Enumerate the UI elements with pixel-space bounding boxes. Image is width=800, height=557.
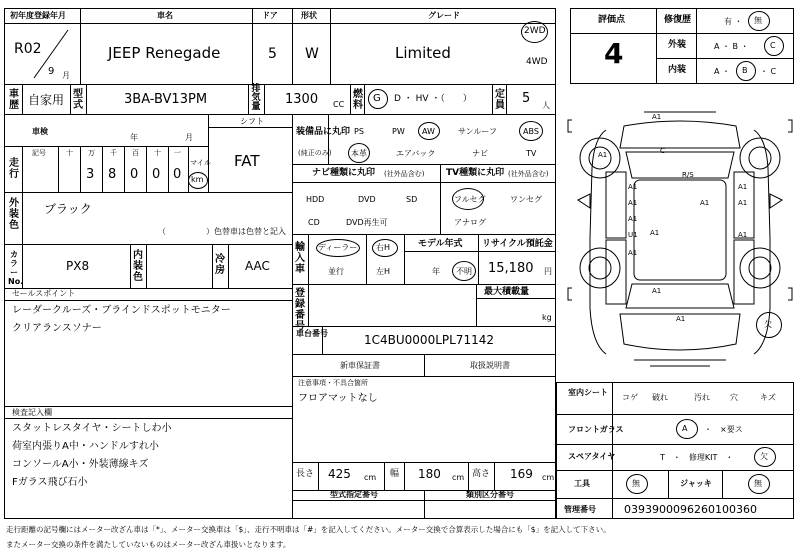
mileage-digit: 0: [173, 167, 182, 182]
recycle: 15,180: [488, 261, 534, 276]
divider: [292, 8, 293, 84]
tv-sub: (社外品含む): [508, 170, 549, 178]
place-label: 万: [88, 149, 95, 157]
equip-sunroof: サンルーフ: [458, 127, 497, 136]
divider: [308, 234, 309, 284]
displacement: 1300: [285, 92, 319, 107]
car-diagram: [564, 108, 796, 378]
footer-note: またメーター交換の条件を満たしていないものはメーター改ざん車扱いとなります。: [6, 540, 291, 549]
shape-label: 形状: [301, 11, 317, 20]
nav-sd: SD: [406, 195, 418, 204]
divider: [556, 470, 794, 471]
diagram-yaku: 欠: [764, 320, 772, 329]
divider: [350, 84, 351, 114]
glass-selected: A: [682, 424, 688, 433]
sales-label: セールスポイント: [12, 289, 76, 298]
damage-mark: C: [660, 147, 665, 155]
place-label: 十: [154, 149, 161, 157]
divider: [212, 244, 213, 288]
seat-option: コゲ: [622, 393, 638, 402]
divider: [4, 23, 556, 24]
exterior-selected: C: [770, 41, 776, 50]
record-label: 記号: [32, 149, 46, 157]
divider: [208, 114, 209, 192]
damage-mark: A1: [650, 229, 660, 237]
divider: [696, 8, 697, 84]
recycle-label: リサイクル預託金: [482, 239, 553, 249]
spare-options: T ・ 修理KIT ・: [660, 453, 734, 462]
manage-label: 管理番号: [564, 505, 596, 514]
equip-tv: TV: [526, 149, 537, 158]
type-label: 型式指定番号: [330, 490, 378, 499]
sales-line: レーダークルーズ・ブラインドスポットモニター: [12, 305, 231, 316]
drive-4wd: 4WD: [526, 57, 548, 67]
divider: [228, 244, 229, 288]
equip-pw: PW: [392, 127, 405, 136]
divider: [556, 414, 794, 415]
divider: [4, 244, 292, 245]
fuel-options: D ・ HV ・（ ）: [394, 94, 472, 104]
divider: [80, 8, 81, 84]
divider: [492, 84, 493, 114]
glass-label: フロントガラス: [568, 425, 624, 434]
divider: [292, 114, 293, 490]
inspection-month: 月: [185, 133, 193, 142]
tv-label: TV種類に丸印: [446, 168, 505, 178]
fuel-label: 燃料: [353, 89, 363, 111]
mileage-digit: 0: [130, 167, 139, 182]
inspector-line: 荷室内張りA中・ハンドルすれ小: [12, 441, 159, 452]
divider: [424, 490, 425, 519]
equip-navi: ナビ: [472, 149, 488, 158]
divider: [4, 406, 292, 407]
capacity: 5: [522, 91, 531, 106]
model-year-label: モデル年式: [418, 239, 463, 249]
color-no: PX8: [66, 259, 90, 273]
cm-unit: cm: [364, 473, 377, 482]
jack: 無: [754, 479, 762, 488]
divider: [366, 234, 367, 284]
reg-era: R02: [14, 41, 42, 57]
seat-option: キズ: [760, 393, 776, 402]
divider: [292, 462, 556, 463]
damage-mark: A1: [738, 199, 748, 207]
recycle-yen: 円: [544, 267, 552, 276]
divider: [292, 500, 556, 501]
divider: [656, 8, 657, 84]
divider: [468, 462, 469, 490]
divider: [292, 182, 556, 183]
divider: [478, 234, 479, 284]
footer-note: 走行距離の記号欄にはメーター改ざん車は「*」、メーター交換車は「$」、走行不明車は「#」を記入してください。メーター交換で合算表示した場合にも「$」を記入して下さい。: [6, 525, 611, 534]
tools-label: 工具: [574, 479, 590, 488]
interior-options: A ・: [714, 67, 731, 76]
tools: 無: [632, 479, 640, 488]
inspector-line: スタットレスタイヤ・シートしわ小: [12, 423, 172, 434]
divider: [264, 84, 265, 114]
place-label: 百: [132, 149, 139, 157]
model-year-unit: 年: [432, 267, 440, 276]
shape: W: [305, 46, 319, 62]
tv-fullseg: フルセグ: [454, 195, 486, 204]
equipment-label: 装備品に丸印: [296, 127, 351, 137]
repair-label: 修復歴: [664, 15, 692, 25]
mileage-label: 走行: [9, 158, 19, 180]
mileage-digits-row: [58, 146, 211, 192]
exterior-options: A ・ B ・: [714, 42, 749, 51]
usage: 自家用: [28, 93, 65, 107]
divider: [440, 164, 441, 234]
color-no-label: カラーNo.: [8, 250, 24, 286]
divider: [308, 284, 309, 326]
damage-mark: U1: [628, 231, 638, 239]
import-unknown: 不明: [456, 267, 472, 276]
cm-unit: cm: [452, 473, 465, 482]
spare-label: スペアタイヤ: [568, 452, 616, 461]
spare-selected: 欠: [760, 452, 768, 461]
notes: フロアマットなし: [298, 393, 378, 404]
equip-aw: AW: [422, 127, 435, 136]
divider: [292, 326, 556, 327]
model-label: 型式: [73, 89, 83, 111]
ac: AAC: [245, 259, 270, 273]
interior-options-c: ・ C: [760, 67, 777, 76]
notes-label: 注意事項・不具合箇所: [298, 379, 368, 387]
inspection-label: 車検: [32, 127, 48, 136]
exterior-label: 外装: [668, 40, 687, 50]
inspector-label: 検査記入欄: [12, 408, 52, 417]
new-cert: 新車保証書: [340, 361, 380, 370]
damage-mark: A1: [598, 151, 608, 159]
seat-label: 室内シート: [568, 388, 608, 397]
height-label: 高さ: [472, 469, 491, 479]
tv-analog: アナログ: [454, 218, 486, 227]
damage-mark: A1: [628, 199, 638, 207]
color: ブラック: [44, 202, 92, 216]
damage-mark: A1: [628, 215, 638, 223]
import-parallel: 並行: [328, 267, 344, 276]
divider: [292, 376, 556, 377]
grade-label: グレード: [428, 11, 460, 20]
divider: [22, 84, 23, 114]
score: 4: [604, 37, 624, 70]
divider: [130, 244, 131, 288]
reg-month: 9: [48, 66, 55, 77]
divider: [404, 462, 405, 490]
equip-airbag: エアバック: [396, 149, 436, 158]
grade: Limited: [395, 44, 451, 62]
mileage-unit: km: [191, 175, 204, 184]
registration-label: 登録番号: [295, 288, 305, 332]
ac-label: 冷房: [215, 254, 225, 276]
nav-cd: CD: [308, 218, 320, 227]
chassis-label: 車台番号: [296, 329, 328, 338]
divider: [570, 33, 794, 34]
doors: 5: [268, 46, 277, 62]
model: 3BA-BV13PM: [124, 92, 208, 107]
place-label: 一: [174, 149, 181, 157]
car-name-label: 車名: [157, 11, 173, 20]
equip-abs: ABS: [523, 127, 539, 136]
height: 169: [510, 467, 533, 481]
divider: [384, 462, 385, 490]
manage: 0393900096260100360: [624, 503, 757, 516]
divider: [86, 84, 87, 114]
divider: [292, 164, 556, 165]
damage-mark: A1: [628, 249, 638, 257]
divider: [22, 192, 23, 244]
mileage-digit: 0: [152, 167, 161, 182]
color-note: （ ）色替車は色替と記入: [158, 227, 286, 236]
divider: [556, 444, 794, 445]
damage-mark: A1: [738, 231, 748, 239]
damage-mark: A1: [652, 287, 662, 295]
length-label: 長さ: [296, 469, 315, 479]
seat-option: 破れ: [652, 393, 668, 402]
chassis: 1C4BU0000LPL71142: [364, 333, 494, 347]
length: 425: [328, 467, 351, 481]
divider: [4, 300, 292, 301]
mileage-digit: 8: [108, 167, 117, 182]
seat-option: 穴: [730, 393, 738, 402]
inspection-year: 年: [130, 133, 138, 142]
door-label: ドア: [262, 11, 278, 20]
divider: [292, 284, 556, 285]
import-dealer: ディーラー: [318, 243, 358, 252]
mileage-digit: 3: [86, 167, 95, 182]
divider: [252, 8, 253, 84]
damage-mark: A1: [652, 113, 662, 121]
divider: [330, 8, 331, 84]
divider: [668, 470, 669, 498]
interior-color-label: 内装色: [133, 250, 143, 283]
inspector-line: コンソールA小・外装薄線キズ: [12, 459, 149, 470]
divider: [656, 58, 794, 59]
divider: [722, 470, 723, 498]
import-label: 輸入車: [295, 242, 305, 275]
divider: [494, 462, 495, 490]
glass-rest: ・ ×要ス: [704, 425, 743, 434]
cm-unit: cm: [542, 473, 555, 482]
divider: [476, 284, 477, 326]
kg-unit: kg: [542, 313, 552, 322]
divider: [22, 146, 23, 192]
place-label: 千: [110, 149, 117, 157]
nav-hdd: HDD: [306, 195, 325, 204]
divider: [248, 84, 249, 114]
reg-month-unit: 月: [62, 71, 70, 80]
divider: [292, 490, 293, 519]
car-name: JEEP Renegade: [108, 44, 221, 62]
divider: [4, 114, 556, 115]
divider: [424, 354, 425, 376]
tv-oneseg: ワンセグ: [510, 195, 542, 204]
width-label: 幅: [390, 469, 400, 479]
damage-mark: A1: [676, 315, 686, 323]
seat-option: 汚れ: [694, 393, 710, 402]
interior-selected: B: [742, 66, 748, 75]
divider: [318, 462, 319, 490]
import-right: 右H: [376, 243, 391, 252]
divider: [208, 127, 292, 128]
damage-mark: A1: [738, 183, 748, 191]
nav-label: ナビ種類に丸印: [312, 168, 376, 178]
divider: [4, 192, 292, 193]
divider: [146, 244, 147, 288]
divider: [4, 418, 292, 419]
nav-dvd-play: DVD再生可: [346, 218, 388, 227]
class-label: 類別区分番号: [466, 490, 514, 499]
drive-2wd: 2WD: [524, 26, 546, 36]
divider: [292, 234, 556, 235]
jack-label: ジャッキ: [680, 479, 712, 488]
import-left: 左H: [376, 267, 391, 276]
nav-dvd: DVD: [358, 195, 376, 204]
divider: [404, 234, 405, 284]
damage-mark: A1: [700, 199, 710, 207]
score-label: 評価点: [598, 15, 626, 25]
divider: [476, 298, 556, 299]
divider: [364, 84, 365, 114]
sales-line: クリアランスソナー: [12, 323, 102, 334]
divider: [70, 84, 71, 114]
repair-options: 有 ・: [724, 17, 743, 26]
shift: FAT: [234, 152, 260, 170]
first-reg-label: 初年度登録年月: [10, 11, 66, 20]
divider: [556, 498, 794, 499]
equipment-sub: (純正のみ): [298, 149, 332, 157]
damage-mark: R/S: [682, 171, 694, 179]
equip-leather: 本革: [351, 149, 367, 158]
manual: 取扱説明書: [470, 361, 510, 370]
color-label: 外装色: [9, 198, 19, 231]
equip-ps: PS: [354, 127, 364, 136]
divider: [404, 251, 556, 252]
cc-unit: CC: [333, 100, 345, 109]
displacement-label: 排気量: [251, 84, 261, 112]
repair-selected: 無: [754, 16, 762, 25]
place-label: 十: [66, 149, 73, 157]
usage-label: 車歴: [9, 89, 19, 111]
capacity-label: 定員: [495, 89, 505, 111]
divider: [506, 84, 507, 114]
capacity-unit: 人: [542, 101, 550, 110]
inspector-line: Fガラス飛び石小: [12, 477, 88, 488]
interior-label: 内装: [668, 65, 687, 75]
fuel-selected: G: [373, 93, 381, 104]
damage-mark: A1: [628, 183, 638, 191]
shift-label: シフト: [240, 117, 264, 126]
max-load-label: 最大積載量: [484, 287, 530, 297]
nav-sub: (社外品含む): [384, 170, 425, 178]
width: 180: [418, 467, 441, 481]
mile-label: マイル: [190, 159, 211, 167]
